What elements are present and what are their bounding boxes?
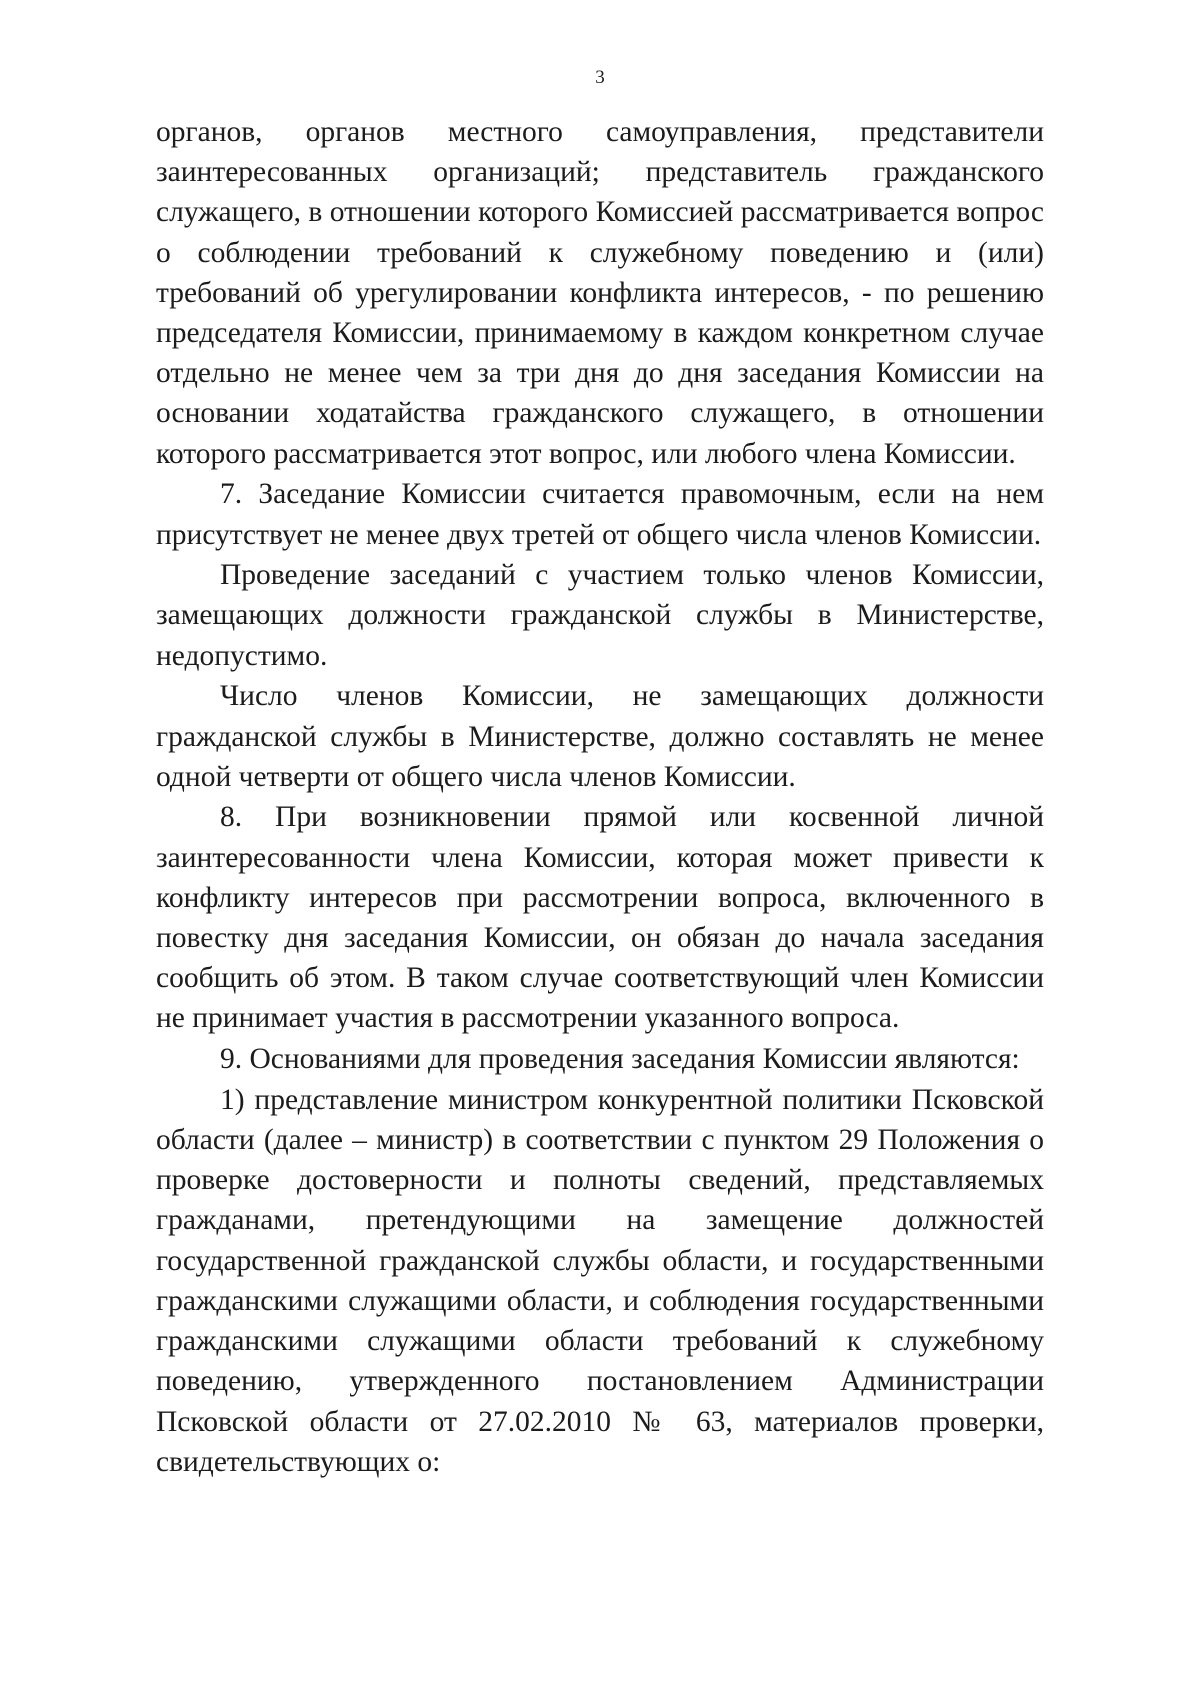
- paragraph-continuation: органов, органов местного самоуправления, представители заинтересованных организаций; представитель гражданского служащего, в отношении которого Комиссией рассматривается вопрос о соблюдении требований к служебному поведению и (или) требований об урегулировании конфликта интересов, - по решению председателя Комиссии, принимаемому в каждом конкретном случае отдельно не менее чем за три дня до дня заседания Комиссии на основании ходатайства гражданского служащего, в отношении которого рассматривается этот вопрос, или любого члена Комиссии.: [156, 116, 1044, 470]
- paragraph-item-7-meeting-composition: Проведение заседаний с участием только членов Комиссии, замещающих должности гражданской службы в Министерстве, недопустимо.: [156, 559, 1044, 672]
- page-number: 3: [595, 67, 605, 88]
- paragraph-item-7-member-quota: Число членов Комиссии, не замещающих должности гражданской службы в Министерстве, должно составлять не менее одной четверти от общего числа членов Комиссии.: [156, 680, 1044, 793]
- paragraph-item-7: 7. Заседание Комиссии считается правомочным, если на нем присутствует не менее двух третей от общего числа членов Комиссии.: [156, 478, 1044, 551]
- document-body: [156, 112, 1044, 1482]
- paragraph-item-9: 9. Основаниями для проведения заседания Комиссии являются:: [220, 1043, 1020, 1076]
- paragraph-item-8: 8. При возникновении прямой или косвенной личной заинтересованности члена Комиссии, которая может привести к конфликту интересов при рассмотрении вопроса, включенного в повестку дня заседания Комиссии, он обязан до начала заседания сообщить об этом. В таком случае соответствующий член Комиссии не принимает участия в рассмотрении указанного вопроса.: [156, 801, 1044, 1035]
- paragraph-item-9-subitem-1: 1) представление министром конкурентной политики Псковской области (далее – министр) в соответствии с пунктом 29 Положения о проверке достоверности и полноты сведений, представляемых гражданами, претендующими на замещение должностей государственной гражданской службы области, и государственными гражданскими служащими области, и соблюдения государственными гражданскими служащими области требований к служебному поведению, утвержденного постановлением Администрации Псковской области от 27.02.2010 № 63, материалов проверки, свидетельствующих о:: [156, 1083, 1044, 1478]
